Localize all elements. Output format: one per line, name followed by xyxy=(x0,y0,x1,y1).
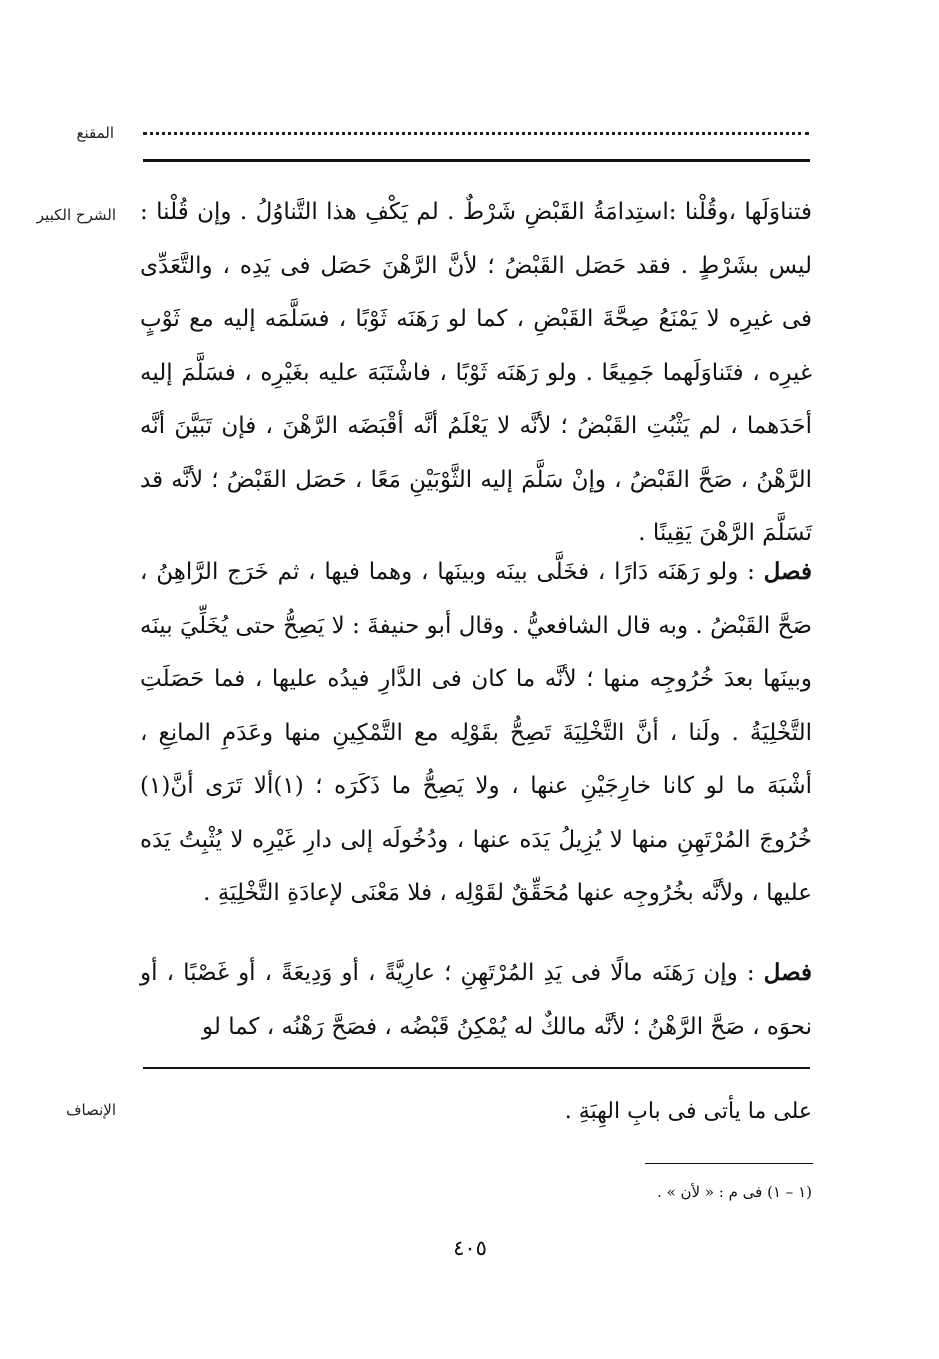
header-dotted-leader xyxy=(143,118,809,135)
section-2-heading: فصل xyxy=(763,959,813,986)
footnote: (١ – ١) فى م : « لأن » . xyxy=(657,1183,812,1201)
margin-label-insaf: الإنصاف xyxy=(65,1101,116,1119)
section-paragraph-2 xyxy=(140,946,812,1054)
commentary-opening-paragraph xyxy=(140,186,812,561)
header-rule xyxy=(143,159,810,162)
running-title: المقنع xyxy=(76,124,114,142)
footnote-rule xyxy=(645,1163,813,1164)
margin-label-commentary: الشرح الكبير xyxy=(36,206,116,224)
section-paragraph-1 xyxy=(140,545,812,921)
section-1-text: : ولو رَهَنَه دَارًا ، فخَلَّى بينَه وبينَها ، وهما فيها ، ثم خَرَج الرَّاهِنُ ، صَحَّ القَبْضُ . وبه قال الشافعيُّ . وقال أبو حنيفةَ : لا يَصِحُّ حتى يُخَلِّيَ بينَه وبينَها بعدَ خُرُوجِه منها ؛ لأنَّه ما كان فى الدَّارِ فيدُه عليها ، فما حَصَلَتِ التَّخْلِيَةُ . ولَنا ، أنَّ التَّخْلِيَةَ تَصِحُّ بقَوْلِه مع التَّمْكِينِ منها وعَدَمِ المانِعِ ، أشْبَهَ ما لو كانا خارِجَيْنِ عنها ، ولا يَصِحُّ ما ذَكَرَه ؛ (١)ألا تَرَى أنَّ(١) خُرُوجَ المُرْتَهِنِ منها لا يُزِيلُ يَدَه عنها ، ودُخُولَه إلى دارِ غَيْرِه لا يُثْبِتُ يَدَه عليها ، ولأنَّه بخُرُوجِه عنها مُحَقِّقٌ لقَوْلِه ، فلا مَعْنَى لإعادَةِ التَّخْلِيَةِ . xyxy=(140,559,812,906)
section-2-text: : وإن رَهَنَه مالًا فى يَدِ المُرْتَهِنِ ؛ عارِيَّةً ، أو وَدِيعَةً ، أو غَصْبًا ، أو نحوَه ، صَحَّ الرَّهْنُ ؛ لأنَّه مالكٌ له يُمْكِنُ قَبْضُه ، فصَحَّ رَهْنُه ، كما لو xyxy=(140,960,812,1040)
section-1-body xyxy=(140,545,812,921)
section-2-body xyxy=(140,946,812,1054)
opening-paragraph-text: فتناوَلَها ،وقُلْنا :استِدامَةُ القَبْضِ شَرْطٌ . لم يَكْفِ هذا التَّناوُلُ . وإن قُلْنا : ليس بشَرْطٍ . فقد حَصَل القَبْضُ ؛ لأنَّ الرَّهْنَ حَصَل فى يَدِه ، والتَّعَدِّى فى غيرِه لا يَمْنَعُ صِحَّةَ القَبْضِ ، كما لو رَهَنَه ثَوْبًا ، فسَلَّمَه إليه مع ثَوْبٍ غيرِه ، فتَناوَلَهما جَمِيعًا . ولو رَهَنَه ثَوْبًا ، فاشْتَبَهَ عليه بغَيْرِه ، فسَلَّمَ إليه أحَدَهما ، لم يَثْبُتِ القَبْضُ ؛ لأنَّه لا يَعْلَمُ أنَّه أقْبَضَه الرَّهْنَ ، فإن تَبَيَّنَ أنَّه الرَّهْنُ ، صَحَّ القَبْضُ ، وإنْ سَلَّمَ إليه الثَّوْبَيْنِ مَعًا ، حَصَل القَبْضُ ؛ لأنَّه قد تَسَلَّمَ الرَّهْنَ يَقِينًا . xyxy=(140,199,812,546)
insaf-text: على ما يأتى فى بابِ الهِبَةِ . xyxy=(564,1099,812,1124)
body-rule xyxy=(143,1067,810,1069)
page-number: ٤٠٥ xyxy=(453,1236,487,1260)
section-1-heading: فصل xyxy=(763,558,812,585)
